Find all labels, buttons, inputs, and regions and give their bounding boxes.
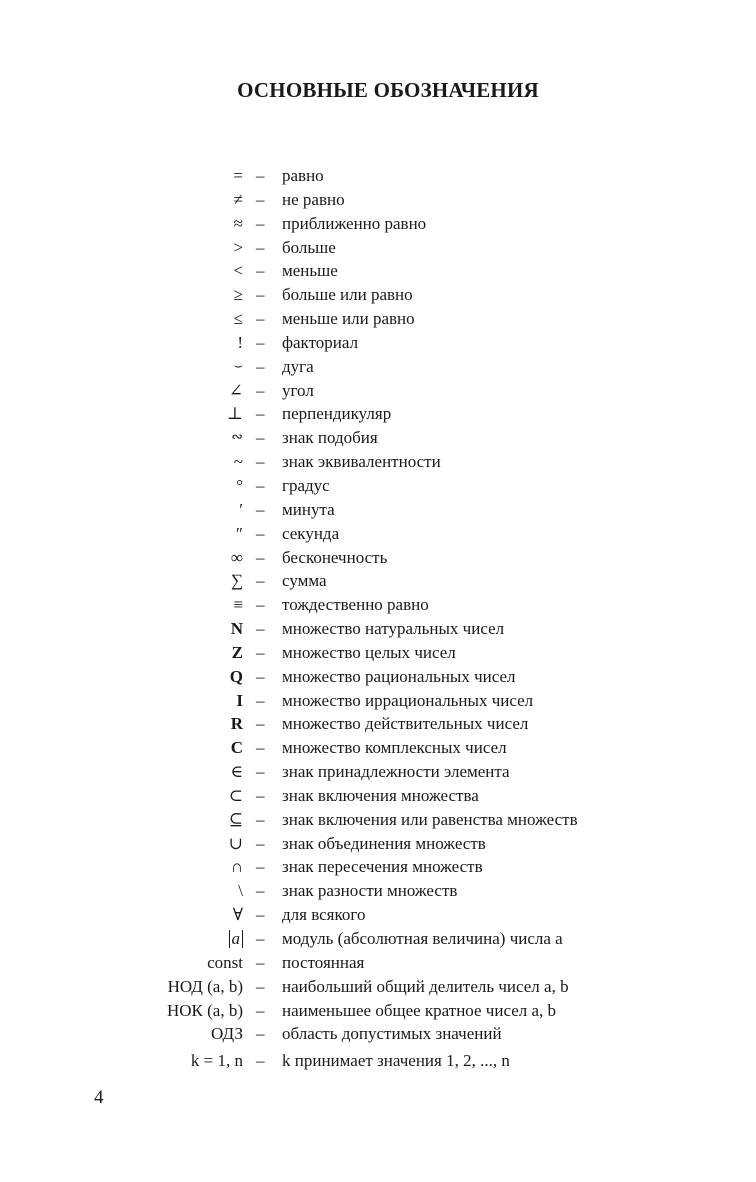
dash-separator: – xyxy=(256,952,265,972)
absolute-value-symbol: a xyxy=(229,930,244,948)
dash-separator: – xyxy=(256,452,265,472)
notation-description: перпендикуляр xyxy=(282,404,392,424)
notation-symbol: ∈ xyxy=(230,762,243,782)
notation-description: знак пересечения множеств xyxy=(282,857,483,877)
notation-description: знак объединения множеств xyxy=(282,833,486,853)
dash-separator: – xyxy=(256,714,265,734)
notation-description: меньше или равно xyxy=(282,309,415,329)
dash-separator: – xyxy=(256,809,265,829)
notation-row xyxy=(0,641,756,665)
notation-symbol: R xyxy=(230,714,243,734)
dash-separator: – xyxy=(256,833,265,853)
notation-description: область допустимых значений xyxy=(282,1024,502,1044)
dash-separator: – xyxy=(256,261,265,281)
notation-description: равно xyxy=(282,166,324,185)
dash-separator: – xyxy=(256,619,265,639)
notation-description: приближенно равно xyxy=(282,213,427,233)
notation-symbol: k = 1, n xyxy=(190,1051,243,1071)
notation-row xyxy=(0,617,756,641)
dash-separator: – xyxy=(256,976,265,996)
notation-description: для всякого xyxy=(282,905,366,925)
dash-separator: – xyxy=(256,285,265,305)
notation-description: множество целых чисел xyxy=(282,642,456,662)
notation-description: знак включения или равенства множеств xyxy=(282,809,578,829)
dash-separator: – xyxy=(256,905,265,925)
notation-row xyxy=(0,855,756,879)
notation-symbol: ⊥ xyxy=(227,404,243,424)
notation-description: не равно xyxy=(282,189,345,209)
notation-description: минута xyxy=(282,499,335,519)
notation-row xyxy=(0,712,756,736)
notation-row xyxy=(0,307,756,331)
dash-separator: – xyxy=(256,213,265,233)
notation-row xyxy=(0,236,756,260)
dash-separator: – xyxy=(256,1000,265,1020)
notation-symbol: Z xyxy=(231,642,243,662)
dash-separator: – xyxy=(256,1051,265,1071)
notation-row xyxy=(0,331,756,355)
notation-symbol xyxy=(229,927,244,951)
notation-symbol: ≤ xyxy=(233,309,243,329)
dash-separator: – xyxy=(256,356,265,376)
notation-row xyxy=(0,832,756,856)
notation-row xyxy=(0,426,756,450)
notation-description: бесконечность xyxy=(282,547,388,567)
notation-list xyxy=(0,164,756,1073)
notation-row xyxy=(0,903,756,927)
notation-row xyxy=(0,808,756,832)
notation-symbol: C xyxy=(230,738,243,758)
dash-separator: – xyxy=(256,309,265,329)
notation-row xyxy=(0,546,756,570)
notation-description: знак включения множества xyxy=(282,785,479,805)
notation-row xyxy=(0,951,756,975)
notation-symbol: ∑ xyxy=(230,571,243,591)
dash-separator: – xyxy=(256,475,265,495)
notation-symbol: ⊆ xyxy=(228,809,243,829)
page-title: ОСНОВНЫЕ ОБОЗНАЧЕНИЯ xyxy=(237,78,539,102)
notation-description: постоянная xyxy=(282,952,365,972)
notation-symbol: ⊂ xyxy=(228,785,243,805)
dash-separator: – xyxy=(256,571,265,591)
notation-row xyxy=(0,999,756,1023)
notation-symbol: ″ xyxy=(235,523,243,543)
notation-symbol: ∀ xyxy=(232,905,243,925)
dash-separator: – xyxy=(256,666,265,686)
notation-description: наименьшее общее кратное чисел a, b xyxy=(282,1000,557,1020)
notation-row xyxy=(0,1049,756,1073)
dash-separator: – xyxy=(256,762,265,782)
dash-separator: – xyxy=(256,547,265,567)
notation-row xyxy=(0,498,756,522)
notation-row xyxy=(0,164,756,188)
notation-description: больше или равно xyxy=(282,285,413,305)
notation-row xyxy=(0,975,756,999)
notation-row xyxy=(0,355,756,379)
notation-symbol: ОДЗ xyxy=(211,1024,243,1044)
notation-symbol: < xyxy=(233,261,243,281)
dash-separator: – xyxy=(256,785,265,805)
dash-separator: – xyxy=(256,857,265,877)
dash-separator: – xyxy=(256,929,265,948)
notation-description: сумма xyxy=(282,571,327,591)
notation-symbol: = xyxy=(233,166,243,185)
page-number: 4 xyxy=(94,1087,104,1108)
notation-description: знак эквивалентности xyxy=(282,452,441,472)
notation-row xyxy=(0,689,756,713)
dash-separator: – xyxy=(256,332,265,352)
dash-separator: – xyxy=(256,523,265,543)
notation-symbol: ∞ xyxy=(230,547,243,567)
notation-symbol: НОК (a, b) xyxy=(166,1000,243,1020)
notation-description: секунда xyxy=(282,523,340,543)
dash-separator: – xyxy=(256,189,265,209)
notation-description: множество комплексных чисел xyxy=(282,738,507,758)
notation-symbol: ≥ xyxy=(233,285,243,305)
dash-separator: – xyxy=(256,166,265,185)
notation-description: k принимает значения 1, 2, ..., n xyxy=(282,1051,510,1071)
dash-separator: – xyxy=(256,1024,265,1044)
notation-description: тождественно равно xyxy=(282,595,429,615)
notation-description: меньше xyxy=(282,261,338,281)
notation-symbol: \ xyxy=(238,881,243,901)
notation-description: множество натуральных чисел xyxy=(282,619,505,639)
notation-row xyxy=(0,665,756,689)
notation-description: больше xyxy=(282,237,336,257)
dash-separator: – xyxy=(256,595,265,615)
notation-symbol: ° xyxy=(236,475,243,495)
dash-separator: – xyxy=(256,642,265,662)
notation-symbol: ! xyxy=(237,332,243,352)
notation-symbol: Q xyxy=(229,666,243,686)
notation-symbol: ~ xyxy=(233,452,243,472)
notation-description: знак принадлежности элемента xyxy=(282,762,510,782)
dash-separator: – xyxy=(256,881,265,901)
notation-description: градус xyxy=(282,475,330,495)
notation-symbol: ∠ xyxy=(228,380,243,400)
notation-symbol: ≡ xyxy=(233,595,243,615)
dash-separator: – xyxy=(256,428,265,448)
notation-symbol: > xyxy=(233,237,243,257)
notation-description: множество рациональных чисел xyxy=(282,666,516,686)
notation-row xyxy=(0,1022,756,1046)
notation-row xyxy=(0,474,756,498)
notation-description: дуга xyxy=(282,356,314,376)
notation-row xyxy=(0,593,756,617)
notation-symbol: ∾ xyxy=(231,429,243,446)
notation-symbol: ∪ xyxy=(228,833,243,853)
notation-row xyxy=(0,450,756,474)
notation-description: множество действительных чисел xyxy=(282,714,529,734)
notation-description: наибольший общий делитель чисел a, b xyxy=(282,976,569,996)
notation-row xyxy=(0,283,756,307)
notation-symbol: N xyxy=(230,619,243,639)
notation-symbol: ∩ xyxy=(230,857,243,877)
notation-description: множество иррациональных чисел xyxy=(282,690,534,710)
notation-description: модуль (абсолютная величина) числа a xyxy=(282,929,563,948)
notation-row xyxy=(0,379,756,403)
notation-description: угол xyxy=(282,380,314,400)
notation-description: знак разности множеств xyxy=(282,881,458,901)
notation-symbol: ⌣ xyxy=(233,357,243,374)
notation-row xyxy=(0,259,756,283)
notation-symbol: ≠ xyxy=(233,189,243,209)
notation-row xyxy=(0,402,756,426)
notation-row xyxy=(0,569,756,593)
notation-row xyxy=(0,522,756,546)
notation-symbol: I xyxy=(236,690,243,710)
notation-row xyxy=(0,212,756,236)
dash-separator: – xyxy=(256,380,265,400)
notation-symbol: НОД (a, b) xyxy=(167,976,243,996)
notation-row xyxy=(0,760,756,784)
dash-separator: – xyxy=(256,738,265,758)
notation-row xyxy=(0,879,756,903)
notation-row xyxy=(0,188,756,212)
notation-description: факториал xyxy=(282,332,359,352)
dash-separator: – xyxy=(256,690,265,710)
dash-separator: – xyxy=(256,499,265,519)
dash-separator: – xyxy=(256,237,265,257)
notation-symbol: ≈ xyxy=(233,213,243,233)
notation-symbol: const xyxy=(207,952,243,972)
notation-symbol: ′ xyxy=(239,499,243,519)
notation-description: знак подобия xyxy=(282,428,378,448)
notation-row xyxy=(0,927,756,951)
dash-separator: – xyxy=(256,404,265,424)
notation-row xyxy=(0,736,756,760)
notation-row xyxy=(0,784,756,808)
